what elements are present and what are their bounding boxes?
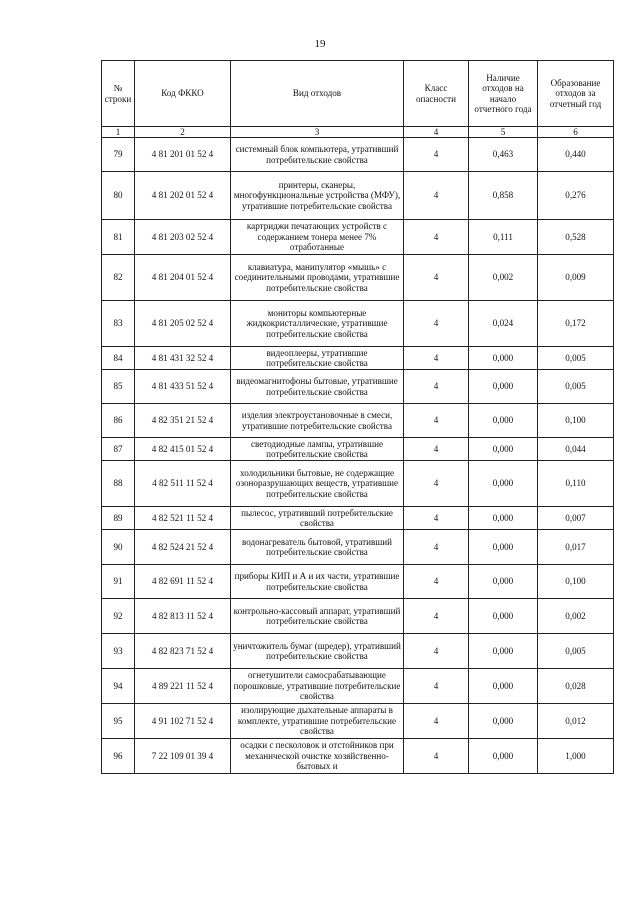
hazard-class: 4 [404,138,469,172]
formed-amount: 0,007 [538,507,614,530]
start-balance: 0,000 [469,634,538,669]
waste-type: водонагреватель бытовой, утративший потребительские свойства [231,530,404,565]
hazard-class: 4 [404,255,469,301]
waste-type: видеоплееры, утратившие потребительские свойства [231,347,404,370]
formed-amount: 0,012 [538,704,614,739]
table-row [102,704,614,739]
table-row [102,370,614,404]
hazard-class: 4 [404,530,469,565]
fkko-code: 4 82 415 01 52 4 [135,438,231,461]
row-number: 88 [102,461,135,507]
formed-amount: 0,100 [538,404,614,438]
start-balance: 0,000 [469,565,538,599]
hazard-class: 4 [404,172,469,220]
header-start-balance: Наличие отходов на начало отчетного года [469,61,538,127]
formed-amount: 0,110 [538,461,614,507]
start-balance: 0,000 [469,739,538,774]
table-header-row [102,61,614,127]
formed-amount: 0,044 [538,438,614,461]
waste-type: картриджи печатающих устройств с содержанием тонера менее 7% отработанные [231,220,404,255]
formed-amount: 0,005 [538,370,614,404]
row-number: 79 [102,138,135,172]
start-balance: 0,000 [469,404,538,438]
row-number: 85 [102,370,135,404]
formed-amount: 0,100 [538,565,614,599]
row-number: 86 [102,404,135,438]
row-number: 95 [102,704,135,739]
waste-type: изделия электроустановочные в смеси, утратившие потребительские свойства [231,404,404,438]
fkko-code: 4 82 823 71 52 4 [135,634,231,669]
page-number: 19 [314,38,326,50]
waste-type: пылесос, утративший потребительские свойства [231,507,404,530]
fkko-code: 4 81 431 32 52 4 [135,347,231,370]
column-number-row [102,127,614,138]
start-balance: 0,000 [469,507,538,530]
table-row [102,347,614,370]
fkko-code: 4 81 202 01 52 4 [135,172,231,220]
table-row [102,669,614,704]
formed-amount: 0,028 [538,669,614,704]
waste-table [101,60,614,774]
fkko-code: 4 81 205 02 52 4 [135,301,231,347]
table-row [102,530,614,565]
table-row [102,739,614,774]
waste-type: изолирующие дыхательные аппараты в комплекте, утратившие потребительские свойства [231,704,404,739]
waste-type: клавиатура, манипулятор «мышь» с соединительными проводами, утратившие потребительские свойства [231,255,404,301]
formed-amount: 0,440 [538,138,614,172]
waste-type: мониторы компьютерные жидкокристаллические, утратившие потребительские свойства [231,301,404,347]
waste-type: контрольно-кассовый аппарат, утративший потребительские свойства [231,599,404,634]
row-number: 83 [102,301,135,347]
table-row [102,172,614,220]
waste-type: огнетушители самосрабатывающие порошковые, утратившие потребительские свойства [231,669,404,704]
row-number: 90 [102,530,135,565]
formed-amount: 0,002 [538,599,614,634]
waste-type: холодильники бытовые, не содержащие озоноразрушающих веществ, утратившие потребительские свойства [231,461,404,507]
fkko-code: 4 81 201 01 52 4 [135,138,231,172]
fkko-code: 4 91 102 71 52 4 [135,704,231,739]
start-balance: 0,000 [469,704,538,739]
fkko-code: 4 81 433 51 52 4 [135,370,231,404]
hazard-class: 4 [404,438,469,461]
start-balance: 0,024 [469,301,538,347]
header-fkko-code: Код ФККО [135,61,231,127]
formed-amount: 0,017 [538,530,614,565]
column-number: 6 [538,127,614,138]
hazard-class: 4 [404,404,469,438]
column-number: 1 [102,127,135,138]
hazard-class: 4 [404,220,469,255]
column-number: 2 [135,127,231,138]
row-number: 82 [102,255,135,301]
table-row [102,507,614,530]
hazard-class: 4 [404,301,469,347]
table-row [102,461,614,507]
waste-type: уничтожитель бумаг (шредер), утративший потребительские свойства [231,634,404,669]
formed-amount: 0,172 [538,301,614,347]
formed-amount: 0,276 [538,172,614,220]
fkko-code: 4 82 524 21 52 4 [135,530,231,565]
row-number: 80 [102,172,135,220]
fkko-code: 4 82 813 11 52 4 [135,599,231,634]
start-balance: 0,000 [469,438,538,461]
fkko-code: 7 22 109 01 39 4 [135,739,231,774]
fkko-code: 4 89 221 11 52 4 [135,669,231,704]
hazard-class: 4 [404,507,469,530]
table-row [102,404,614,438]
header-formed: Образование отходов за отчетный год [538,61,614,127]
column-number: 4 [404,127,469,138]
row-number: 89 [102,507,135,530]
hazard-class: 4 [404,739,469,774]
row-number: 91 [102,565,135,599]
hazard-class: 4 [404,669,469,704]
table-row [102,565,614,599]
column-number: 5 [469,127,538,138]
row-number: 93 [102,634,135,669]
row-number: 94 [102,669,135,704]
header-hazard-class: Класс опасности [404,61,469,127]
fkko-code: 4 82 691 11 52 4 [135,565,231,599]
header-row-number: № строки [102,61,135,127]
start-balance: 0,000 [469,347,538,370]
start-balance: 0,002 [469,255,538,301]
start-balance: 0,858 [469,172,538,220]
row-number: 96 [102,739,135,774]
waste-type: системный блок компьютера, утративший потребительские свойства [231,138,404,172]
header-waste-type: Вид отходов [231,61,404,127]
fkko-code: 4 82 351 21 52 4 [135,404,231,438]
fkko-code: 4 81 204 01 52 4 [135,255,231,301]
table-row [102,599,614,634]
row-number: 87 [102,438,135,461]
formed-amount: 0,009 [538,255,614,301]
table-row [102,220,614,255]
waste-type: видеомагнитофоны бытовые, утратившие потребительские свойства [231,370,404,404]
formed-amount: 1,000 [538,739,614,774]
waste-type: принтеры, сканеры, многофункциональные устройства (МФУ), утратившие потребительские свойства [231,172,404,220]
start-balance: 0,000 [469,599,538,634]
table-row [102,634,614,669]
formed-amount: 0,528 [538,220,614,255]
hazard-class: 4 [404,347,469,370]
waste-type: приборы КИП и А и их части, утратившие потребительские свойства [231,565,404,599]
hazard-class: 4 [404,704,469,739]
fkko-code: 4 82 521 11 52 4 [135,507,231,530]
start-balance: 0,111 [469,220,538,255]
formed-amount: 0,005 [538,347,614,370]
start-balance: 0,000 [469,530,538,565]
column-number: 3 [231,127,404,138]
fkko-code: 4 82 511 11 52 4 [135,461,231,507]
waste-type: осадки с песколовок и отстойников при механической очистке хозяйственно-бытовых и [231,739,404,774]
table-row [102,438,614,461]
formed-amount: 0,005 [538,634,614,669]
hazard-class: 4 [404,565,469,599]
table-row [102,255,614,301]
hazard-class: 4 [404,370,469,404]
row-number: 81 [102,220,135,255]
start-balance: 0,463 [469,138,538,172]
fkko-code: 4 81 203 02 52 4 [135,220,231,255]
row-number: 84 [102,347,135,370]
row-number: 92 [102,599,135,634]
hazard-class: 4 [404,634,469,669]
hazard-class: 4 [404,461,469,507]
waste-type: светодиодные лампы, утратившие потребительские свойства [231,438,404,461]
start-balance: 0,000 [469,669,538,704]
table-row [102,301,614,347]
table-row [102,138,614,172]
start-balance: 0,000 [469,370,538,404]
start-balance: 0,000 [469,461,538,507]
hazard-class: 4 [404,599,469,634]
